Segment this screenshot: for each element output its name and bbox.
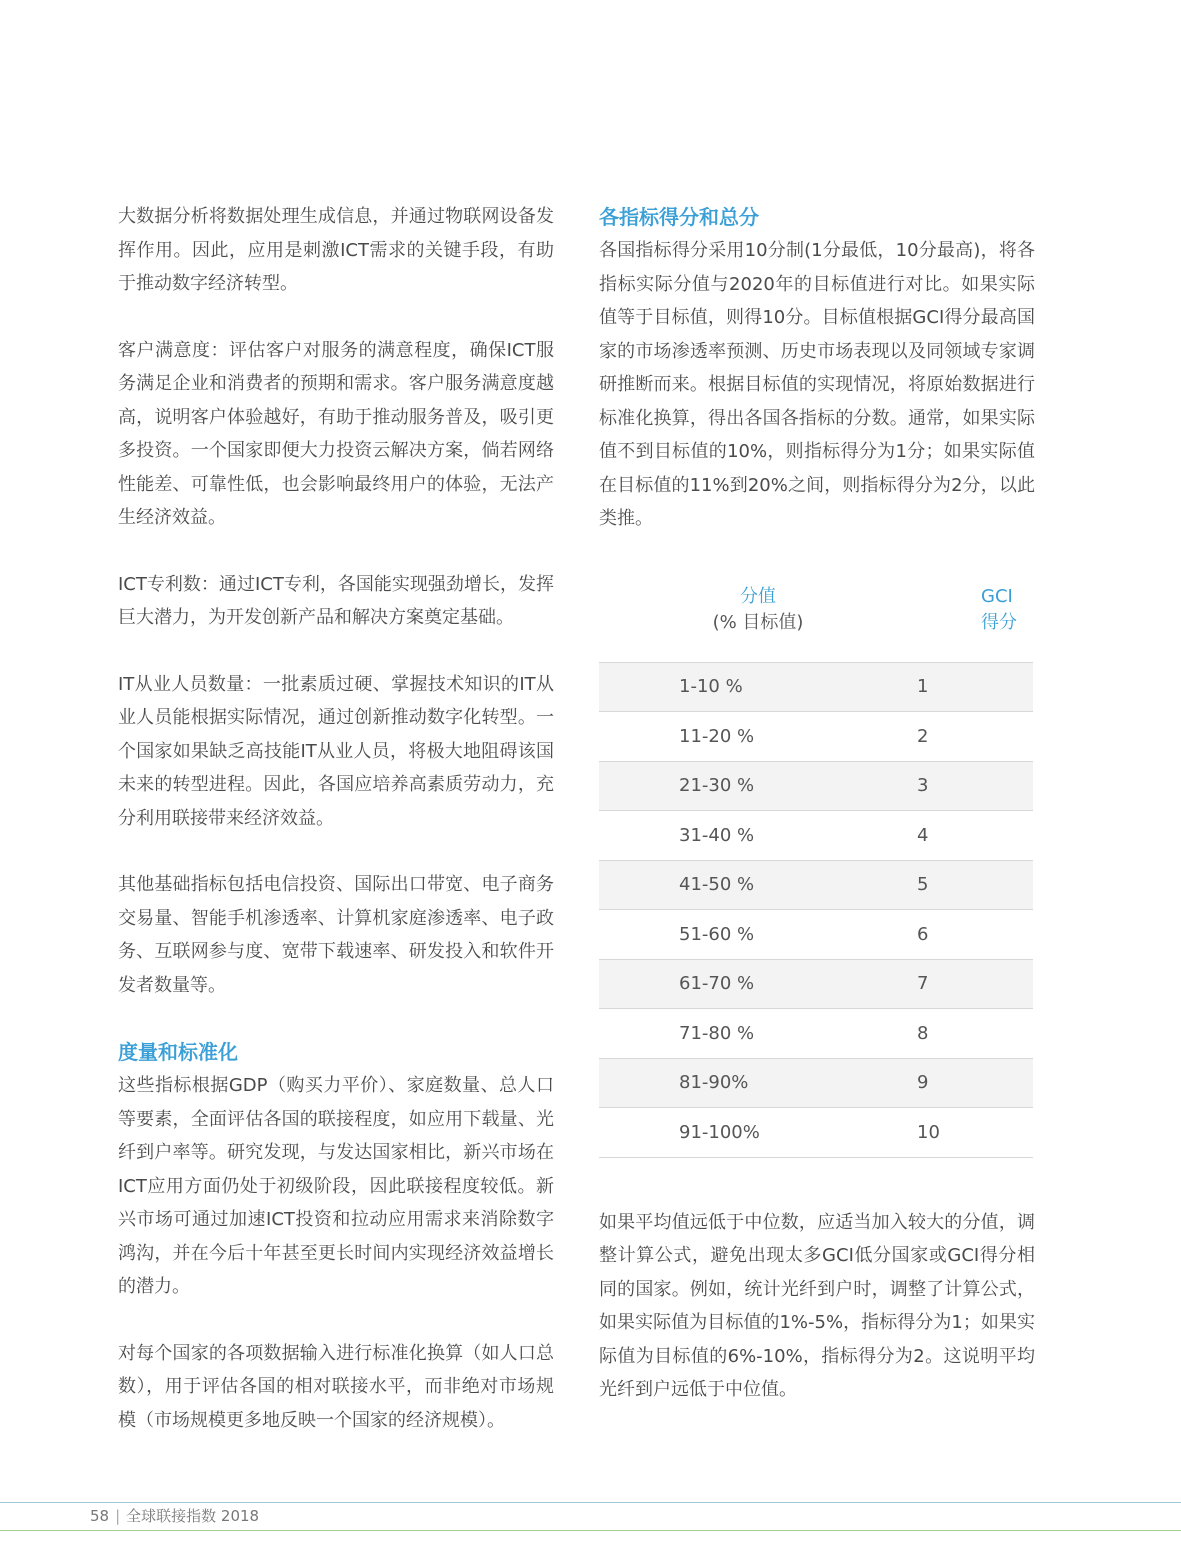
score-cell: 9 — [917, 1058, 1033, 1108]
score-table — [599, 576, 1033, 1158]
score-cell: 7 — [917, 959, 1033, 1009]
score-cell: 5 — [917, 860, 1033, 910]
table-row — [599, 860, 1033, 910]
header-sublabel: 得分 — [981, 611, 1017, 633]
table-row — [599, 910, 1033, 960]
page-footer — [90, 1505, 259, 1527]
table-header-range — [599, 576, 917, 663]
body-paragraph: 各国指标得分采用10分制(1分最低，10分最高)，将各指标实际分值与2020年的目标值进行对比。如果实际值等于目标值，则得10分。目标值根据GCI得分最高国家的市场渗透率预测、历史市场表现以及同领域专家调研推断而来。根据目标值的实现情况，将原始数据进行标准化换算，得出各国各指标的分数。通常，如果实际值不到目标值的10%，则指标得分为1分；如果实际值在目标值的11%到20%之间，则指标得分为2分，以此类推。 — [599, 240, 1035, 529]
range-cell: 61-70 % — [599, 959, 917, 1009]
table-row — [599, 712, 1033, 762]
table-row — [599, 1058, 1033, 1108]
score-cell: 3 — [917, 761, 1033, 811]
left-column — [118, 200, 554, 1437]
section-heading: 各指标得分和总分 — [599, 205, 759, 229]
page-number: 58 — [90, 1507, 110, 1525]
table-row — [599, 1108, 1033, 1158]
range-cell: 91-100% — [599, 1108, 917, 1158]
header-label: 分值 — [740, 585, 776, 607]
range-cell: 41-50 % — [599, 860, 917, 910]
score-cell: 10 — [917, 1108, 1033, 1158]
header-label: GCI — [981, 585, 1013, 607]
publication-title: 全球联接指数 2018 — [126, 1507, 260, 1525]
footer-separator: | — [115, 1507, 121, 1525]
section-heading: 度量和标准化 — [118, 1040, 238, 1064]
range-cell: 1-10 % — [599, 662, 917, 712]
range-cell: 51-60 % — [599, 910, 917, 960]
range-cell: 71-80 % — [599, 1009, 917, 1059]
body-paragraph: 其他基础指标包括电信投资、国际出口带宽、电子商务交易量、智能手机渗透率、计算机家庭渗透率、电子政务、互联网参与度、宽带下载速率、研发投入和软件开发者数量等。 — [118, 874, 554, 996]
table-row — [599, 959, 1033, 1009]
body-paragraph: 对每个国家的各项数据输入进行标准化换算（如人口总数），用于评估各国的相对联接水平，而非绝对市场规模（市场规模更多地反映一个国家的经济规模）。 — [118, 1342, 554, 1431]
range-cell: 31-40 % — [599, 811, 917, 861]
body-paragraph: IT从业人员数量：一批素质过硬、掌握技术知识的IT从业人员能根据实际情况，通过创新推动数字化转型。一个国家如果缺乏高技能IT从业人员，将极大地阻碍该国未来的转型进程。因此，各国应培养高素质劳动力，充分利用联接带来经济效益。 — [118, 673, 554, 829]
body-paragraph: 如果平均值远低于中位数，应适当加入较大的分值，调整计算公式，避免出现太多GCI低分国家或GCI得分相同的国家。例如，统计光纤到户时，调整了计算公式，如果实际值为目标值的1%-5%，指标得分为1；如果实际值为目标值的6%-10%，指标得分为2。这说明平均光纤到户远低于中位值。 — [599, 1211, 1035, 1400]
table-row — [599, 1009, 1033, 1059]
header-sublabel: (% 目标值) — [712, 611, 804, 633]
body-paragraph: 大数据分析将数据处理生成信息，并通过物联网设备发挥作用。因此，应用是刺激ICT需求的关键手段，有助于推动数字经济转型。 — [118, 206, 554, 294]
score-cell: 4 — [917, 811, 1033, 861]
score-cell: 2 — [917, 712, 1033, 762]
body-paragraph: 这些指标根据GDP（购买力平价）、家庭数量、总人口等要素，全面评估各国的联接程度，如应用下载量、光纤到户率等。研究发现，与发达国家相比，新兴市场在ICT应用方面仍处于初级阶段，因此联接程度较低。新兴市场可通过加速ICT投资和拉动应用需求来消除数字鸿沟，并在今后十年甚至更长时间内实现经济效益增长的潜力。 — [118, 1075, 554, 1297]
table-row — [599, 761, 1033, 811]
table-header-score — [917, 576, 1033, 663]
score-cell: 6 — [917, 910, 1033, 960]
footer-divider — [0, 1530, 1181, 1531]
score-cell: 8 — [917, 1009, 1033, 1059]
range-cell: 81-90% — [599, 1058, 917, 1108]
table-row — [599, 811, 1033, 861]
range-cell: 11-20 % — [599, 712, 917, 762]
score-cell: 1 — [917, 662, 1033, 712]
body-paragraph: 客户满意度：评估客户对服务的满意程度，确保ICT服务满足企业和消费者的预期和需求。客户服务满意度越高，说明客户体验越好，有助于推动服务普及，吸引更多投资。一个国家即便大力投资云解决方案，倘若网络性能差、可靠性低，也会影响最终用户的体验，无法产生经济效益。 — [118, 339, 554, 528]
body-paragraph: ICT专利数：通过ICT专利，各国能实现强劲增长，发挥巨大潜力，为开发创新产品和解决方案奠定基础。 — [118, 573, 554, 628]
footer-divider — [0, 1502, 1181, 1503]
range-cell: 21-30 % — [599, 761, 917, 811]
table-row — [599, 662, 1033, 712]
right-column — [599, 200, 1035, 1407]
